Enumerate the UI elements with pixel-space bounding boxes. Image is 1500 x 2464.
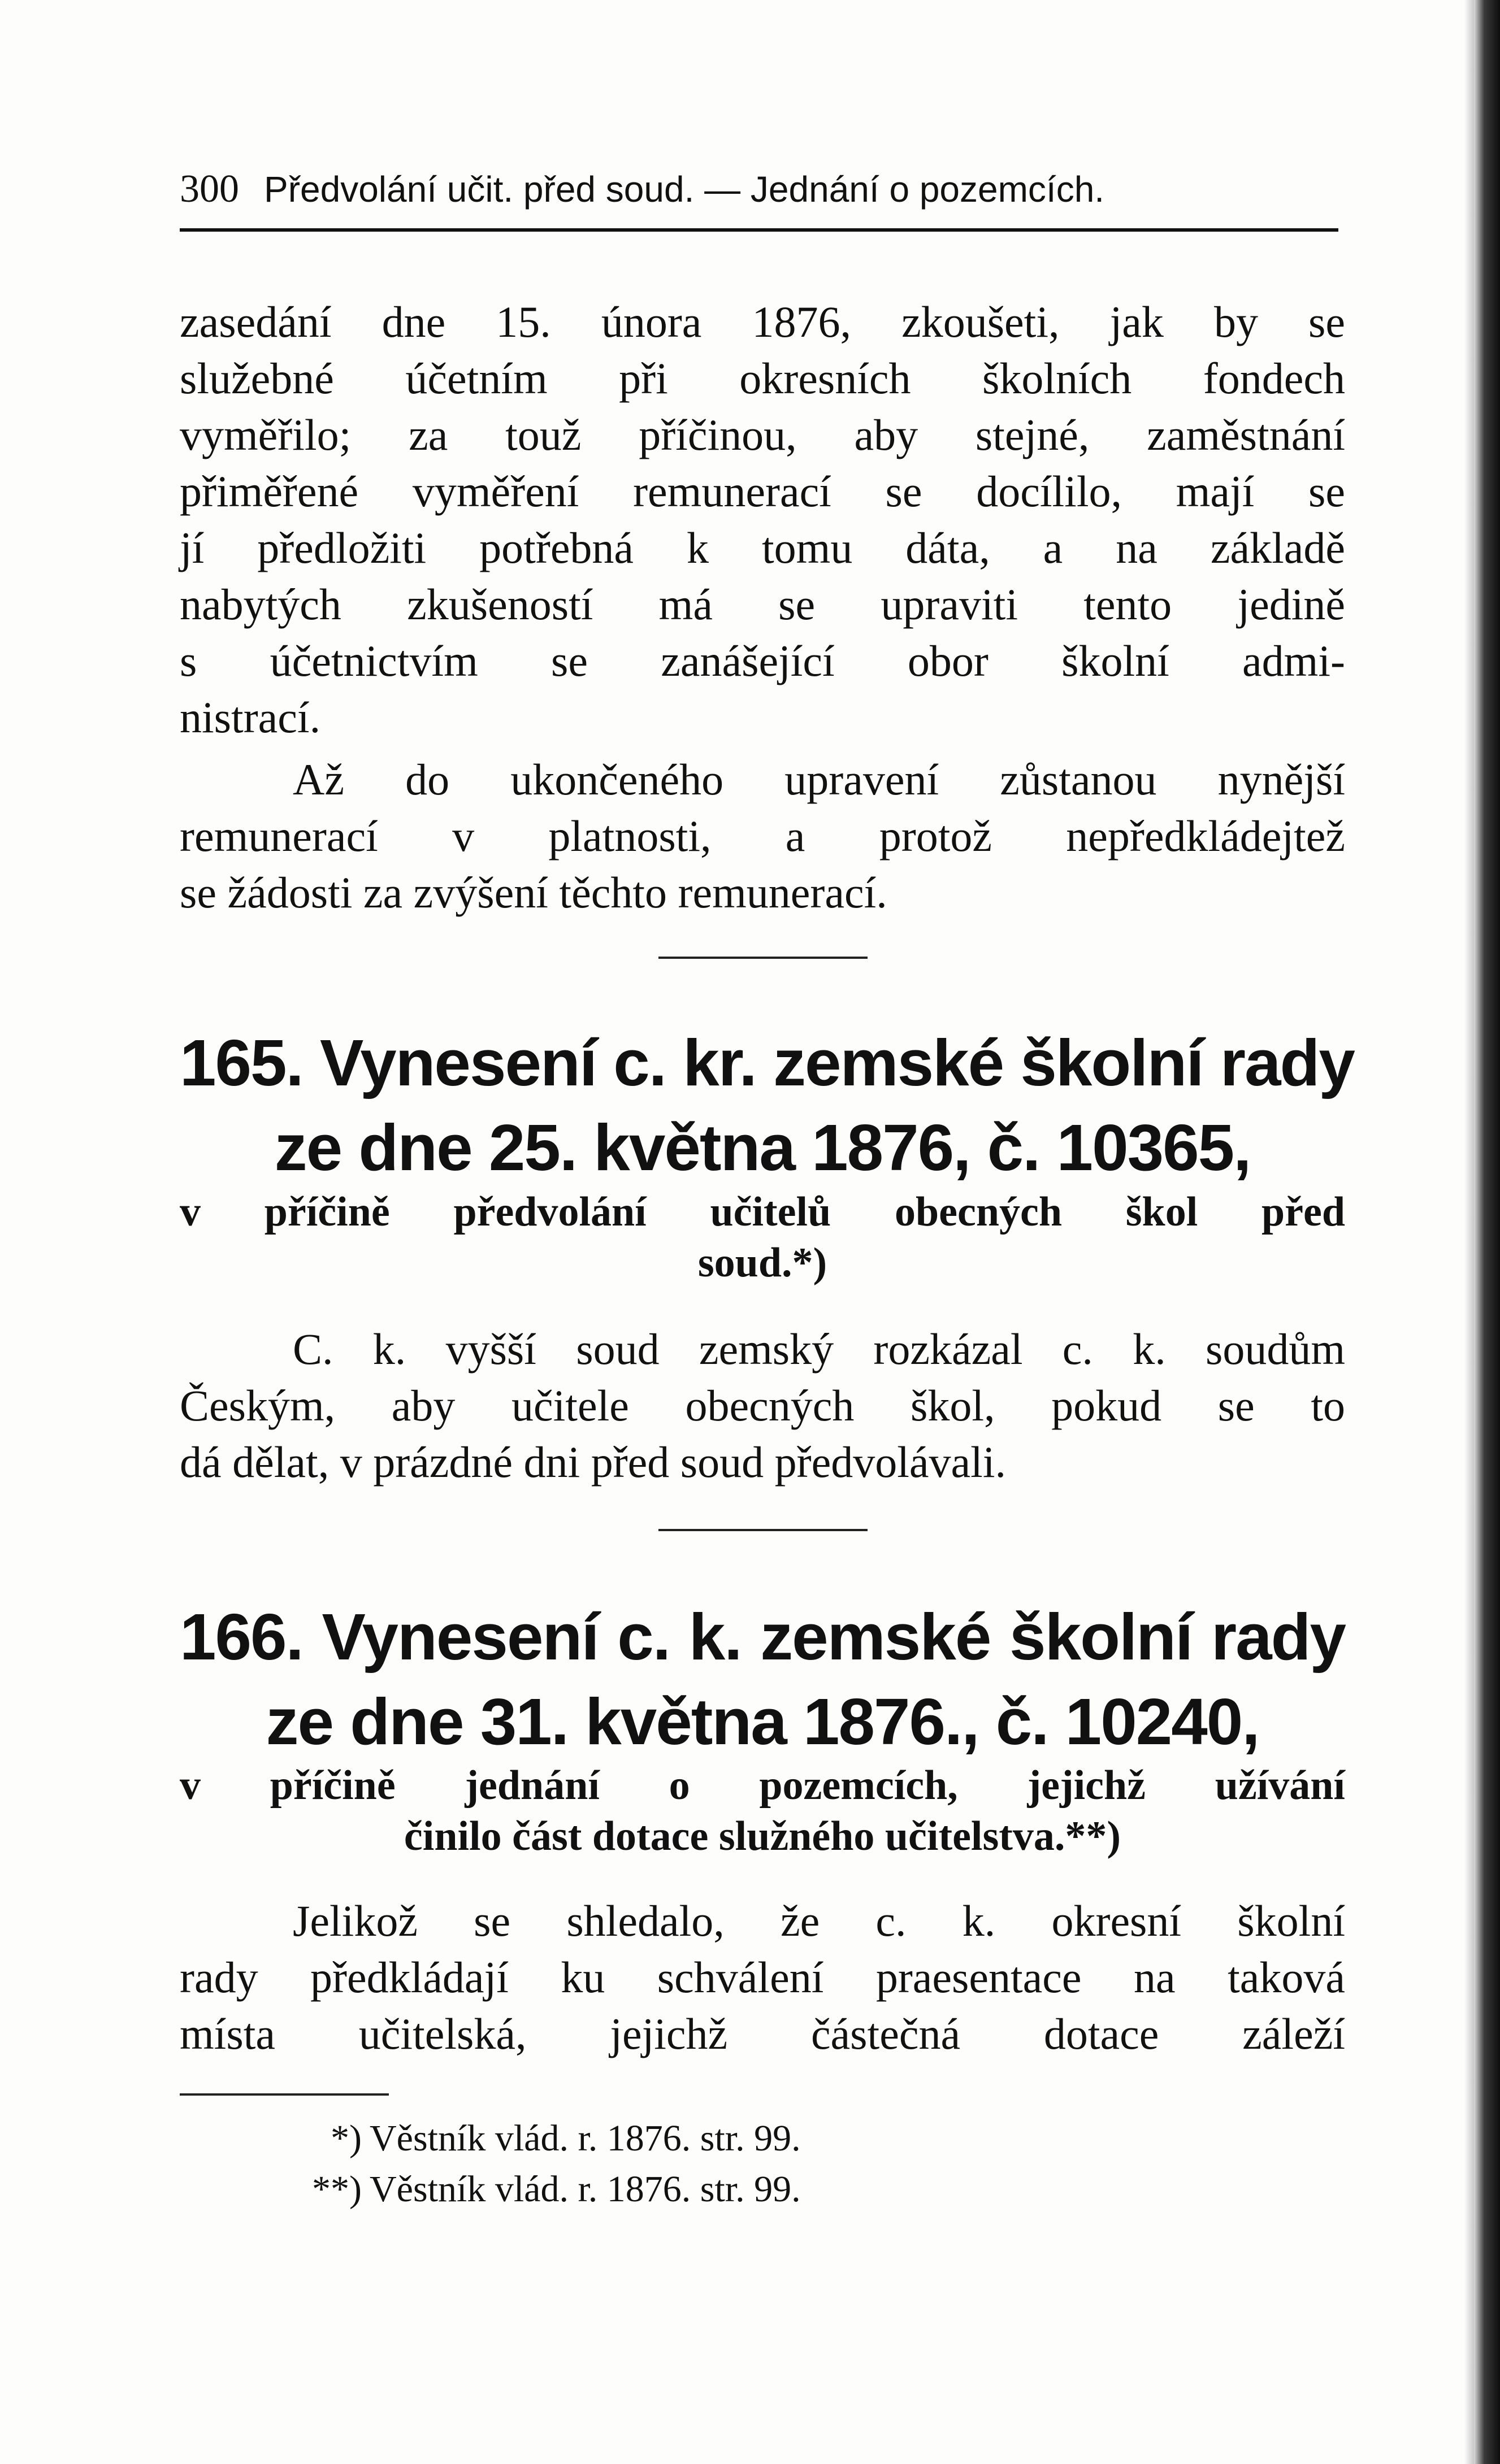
footnote-text: Věstník vlád. r. 1876. str. 99. xyxy=(370,2118,801,2159)
heading-line: 165. Vynesení c. kr. zemské školní rady xyxy=(180,1026,1354,1100)
text-line: Českým, aby učitele obecných škol, pokud se to xyxy=(180,1381,1345,1430)
page-edge-shadow xyxy=(1464,0,1474,2464)
text-line: C. k. vyšší soud zemský rozkázal c. k. soudům xyxy=(293,1324,1345,1374)
text-line: nistrací. xyxy=(180,693,321,742)
footnote xyxy=(300,2164,1204,2215)
text-line: zasedání dne 15. února 1876, zkoušeti, jak by se xyxy=(180,297,1345,346)
subheading-line: soud.*) xyxy=(697,1240,827,1286)
page-number: 300 xyxy=(180,167,239,211)
section-165-subheading xyxy=(180,1187,1345,1288)
text-line: Až do ukončeného upravení zůstanou nynější xyxy=(293,755,1345,804)
footnote-mark: **) xyxy=(312,2169,362,2210)
text-line: jí předložiti potřebná k tomu dáta, a na základě xyxy=(180,523,1345,572)
section-165-heading xyxy=(180,1020,1354,1190)
subheading-line: v příčině jednání o pozemcích, jejichž užívání xyxy=(180,1762,1345,1809)
footnote-rule xyxy=(180,2093,389,2096)
text-line: služebné účetním při okresních školních fondech xyxy=(180,354,1345,403)
section-165-body xyxy=(180,1321,1345,1490)
intro-paragraph xyxy=(180,294,1345,746)
heading-line: 166. Vynesení c. k. zemské školní rady xyxy=(180,1600,1345,1674)
footnote xyxy=(300,2113,1204,2164)
second-paragraph xyxy=(180,751,1345,921)
section-separator xyxy=(658,1529,868,1531)
heading-line: ze dne 31. května 1876., č. 10240, xyxy=(266,1685,1259,1758)
text-line: místa učitelská, jejichž částečná dotace záleží xyxy=(180,2009,1345,2058)
text-line: rady předkládají ku schválení praesentace na taková xyxy=(180,1953,1345,2002)
subheading-line: v příčině předvolání učitelů obecných škol před xyxy=(180,1189,1345,1235)
running-header xyxy=(180,164,1338,215)
book-binding-edge xyxy=(1474,0,1500,2464)
text-line: s účetnictvím se zanášející obor školní admi- xyxy=(180,636,1345,685)
text-line: dá dělat, v prázdné dni před soud předvolávali. xyxy=(180,1437,1007,1487)
subheading-line: činilo část dotace služného učitelstva.**) xyxy=(404,1813,1121,1859)
section-separator xyxy=(658,957,868,959)
header-rule xyxy=(180,228,1338,232)
footnote-mark: *) xyxy=(331,2118,362,2159)
text-line: vyměřilo; za touž příčinou, aby stejné, zaměstnání xyxy=(180,410,1345,459)
text-line: se žádosti za zvýšení těchto remunerací. xyxy=(180,868,887,917)
section-166-body xyxy=(180,1893,1345,2062)
text-line: přiměřené vyměření remunerací se docílilo, mají se xyxy=(180,467,1345,516)
running-title: Předvolání učit. před soud. — Jednání o pozemcích. xyxy=(264,169,1105,210)
heading-line: ze dne 25. května 1876, č. 10365, xyxy=(274,1111,1251,1184)
footnotes xyxy=(300,2113,1204,2215)
section-166-subheading xyxy=(180,1760,1345,1862)
text-line: remunerací v platnosti, a protož nepředkládejtež xyxy=(180,811,1345,861)
section-166-heading xyxy=(180,1594,1345,1764)
footnote-text: Věstník vlád. r. 1876. str. 99. xyxy=(370,2169,801,2210)
text-line: nabytých zkušeností má se upraviti tento jedině xyxy=(180,580,1345,629)
text-line: Jelikož se shledalo, že c. k. okresní školní xyxy=(293,1896,1345,1945)
